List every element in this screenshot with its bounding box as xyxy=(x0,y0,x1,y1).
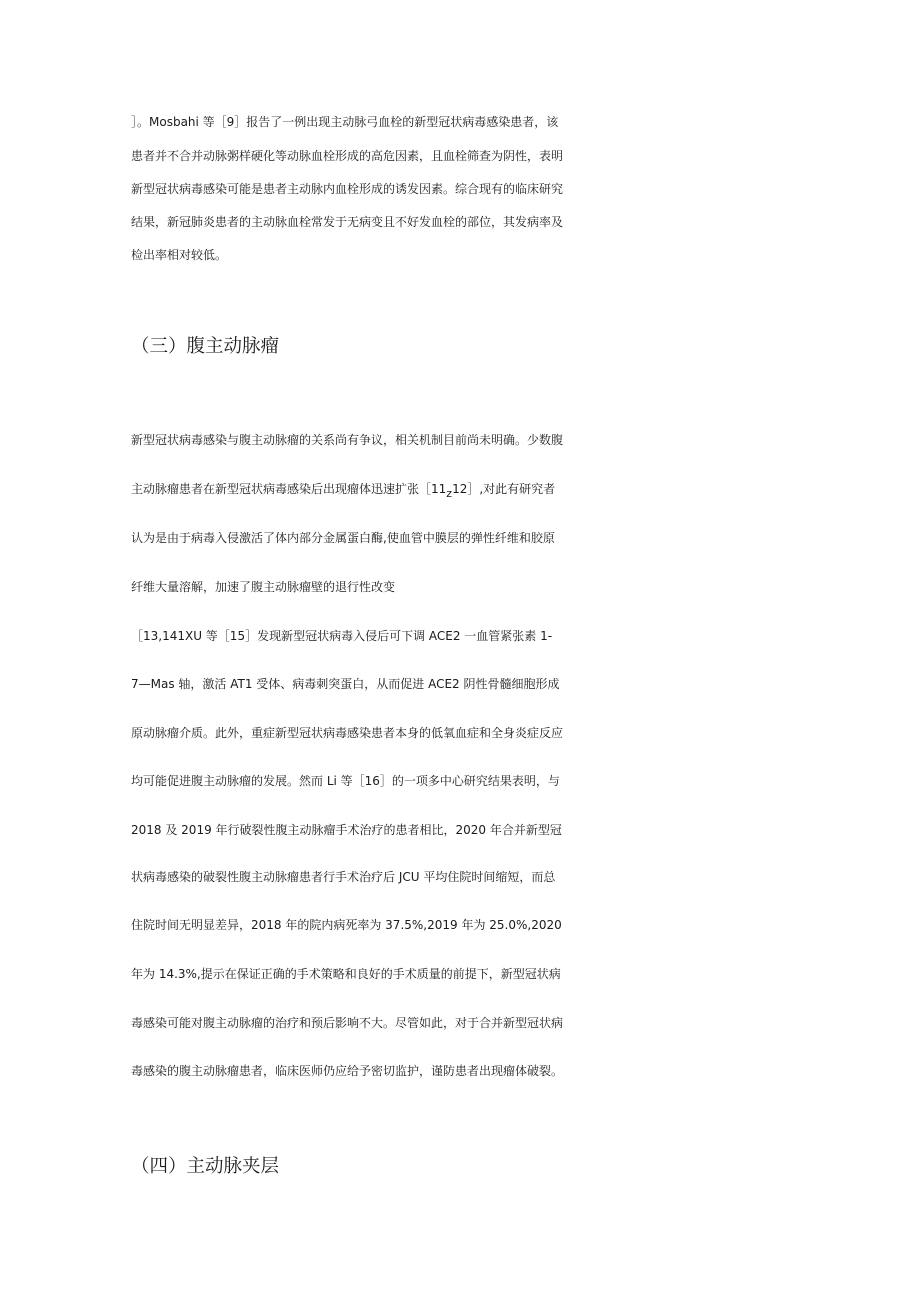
paragraph3-line: 2018 及 2019 年行破裂性腹主动脉瘤手术治疗的患者相比，2020 年合并新型冠 xyxy=(131,823,562,837)
paragraph3-line: ［13,141XU 等［15］发现新型冠状病毒入侵后可下调 ACE2 一血管紧张素 1- xyxy=(131,629,553,643)
paragraph2-subscript: z xyxy=(446,487,453,500)
paragraph2-line: 认为是由于病毒入侵激活了体内部分金属蛋白酶,使血管中膜层的弹性纤维和胶原 xyxy=(131,531,555,545)
paragraph1-line: 新型冠状病毒感染可能是患者主动脉内血栓形成的诱发因素。综合现有的临床研究 xyxy=(131,182,564,196)
paragraph2-line: 新型冠状病毒感染与腹主动脉瘤的关系尚有争议，相关机制目前尚未明确。少数腹 xyxy=(131,433,564,447)
section-heading: （四）主动脉夹层 xyxy=(131,1156,280,1177)
paragraph1-line: ］。Mosbahi 等［9］报告了一例出现主动脉弓血栓的新型冠状病毒感染患者，该 xyxy=(131,115,559,129)
paragraph2-line xyxy=(131,476,811,502)
paragraph3-line: 年为 14.3%,提示在保证正确的手术策略和良好的手术质量的前提下，新型冠状病 xyxy=(131,967,561,981)
paragraph2-text: 12］,对此有研究者 xyxy=(452,482,556,496)
paragraph2-line: 纤维大量溶解，加速了腹主动脉瘤壁的退行性改变 xyxy=(131,580,396,594)
paragraph1-line: 结果，新冠肺炎患者的主动脉血栓常发于无病变且不好发血栓的部位，其发病率及 xyxy=(131,215,564,229)
paragraph3-line: 7—Mas 轴，激活 AT1 受体、病毒刺突蛋白，从而促进 ACE2 阴性骨髓细胞形成 xyxy=(131,677,560,691)
paragraph3-line: 毒感染可能对腹主动脉瘤的治疗和预后影响不大。尽管如此，对于合并新型冠状病 xyxy=(131,1016,564,1030)
paragraph3-line: 均可能促进腹主动脉瘤的发展。然而 Li 等［16］的一项多中心研究结果表明，与 xyxy=(131,774,560,788)
paragraph3-line: 状病毒感染的破裂性腹主动脉瘤患者行手术治疗后 JCU 平均住院时间缩短，而总 xyxy=(131,870,556,884)
paragraph1-line: 患者并不合并动脉粥样硬化等动脉血栓形成的高危因素，且血栓筛查为阴性，表明 xyxy=(131,149,564,163)
paragraph3-line: 原动脉瘤介质。此外，重症新型冠状病毒感染患者本身的低氧血症和全身炎症反应 xyxy=(131,726,564,740)
paragraph3-line: 住院时间无明显差异，2018 年的院内病死率为 37.5%,2019 年为 25.0%,2020 xyxy=(131,918,562,932)
paragraph2-text: 主动脉瘤患者在新型冠状病毒感染后出现瘤体迅速扩张［11 xyxy=(131,482,447,496)
section-heading: （三）腹主动脉瘤 xyxy=(131,336,280,357)
paragraph1-line: 检出率相对较低。 xyxy=(131,248,228,262)
paragraph3-line: 毒感染的腹主动脉瘤患者，临床医师仍应给予密切监护，谨防患者出现瘤体破裂。 xyxy=(131,1064,564,1078)
